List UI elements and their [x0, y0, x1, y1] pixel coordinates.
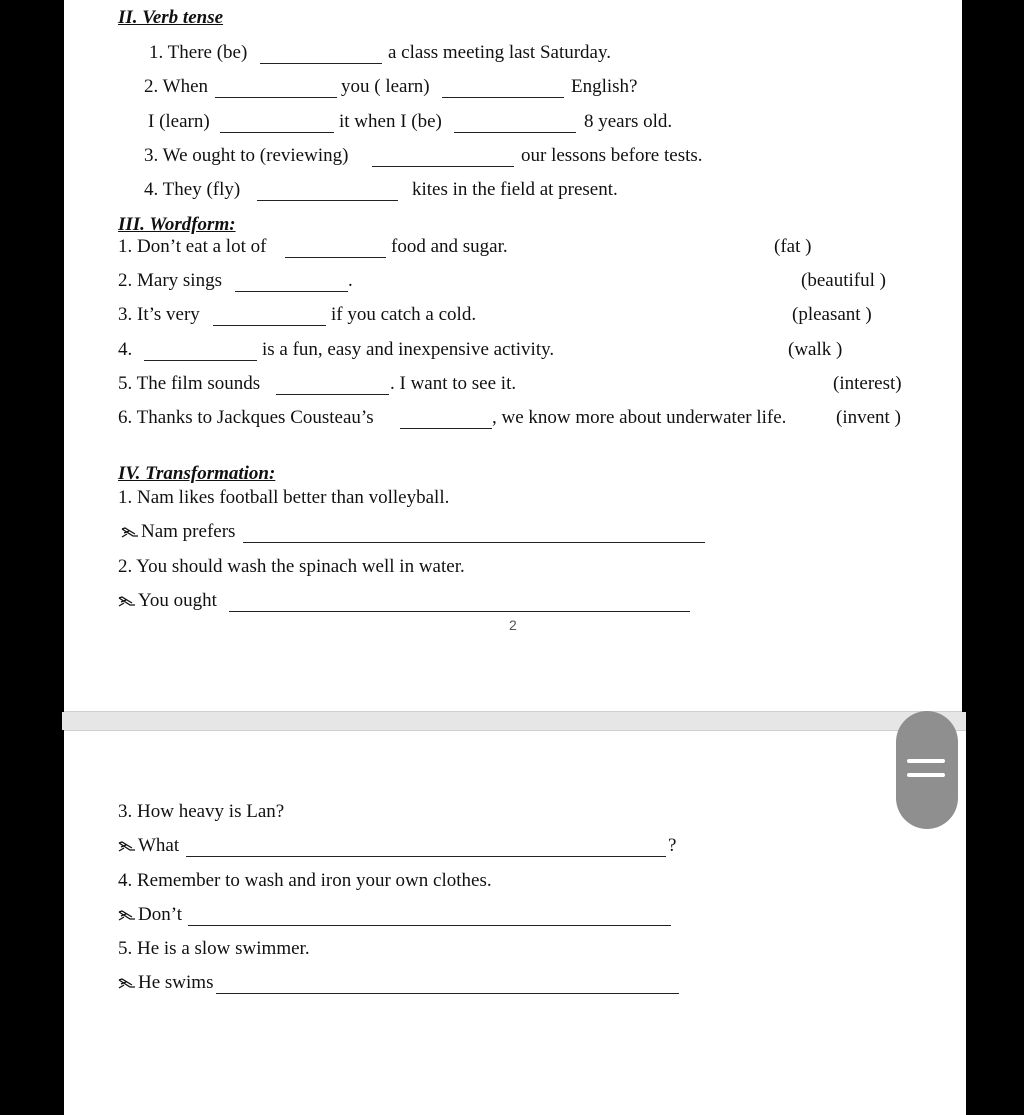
wordform-q6-blank[interactable] [400, 428, 492, 429]
writing-hand-icon [118, 841, 136, 853]
wordform-q6-text: 6. Thanks to Jackques Cousteau’s [118, 407, 374, 428]
transform-a3-line [118, 835, 179, 857]
writing-hand-icon [118, 910, 136, 922]
transform-a4-blank[interactable] [188, 925, 671, 926]
wordform-q4-hint: (walk ) [788, 339, 843, 360]
scroll-handle-grip-bottom [907, 773, 945, 777]
wordform-q2-blank[interactable] [235, 291, 348, 292]
wordform-q3-rest: if you catch a cold. [331, 304, 477, 325]
wordform-q4-rest: is a fun, easy and inexpensive activity. [262, 339, 555, 360]
transform-q1-text: 1. Nam likes football better than volleyball. [118, 487, 450, 508]
verb-q2b-blank-1[interactable] [220, 132, 334, 133]
transform-a4-prompt: Don’t [138, 904, 182, 925]
wordform-q6-rest: , we know more about underwater life. [492, 407, 787, 428]
page-2 [64, 730, 966, 1115]
wordform-q1-hint: (fat ) [774, 236, 812, 257]
transform-a4-line [118, 904, 182, 926]
transform-a2-line [118, 590, 217, 612]
verb-q2-mid: you ( learn) [341, 76, 430, 97]
wordform-q5-blank[interactable] [276, 394, 389, 395]
verb-q2-blank-1[interactable] [215, 97, 337, 98]
page-gap [62, 712, 966, 730]
page-number: 2 [509, 617, 517, 633]
wordform-q3-blank[interactable] [213, 325, 326, 326]
wordform-q1-text: 1. Don’t eat a lot of [118, 236, 267, 257]
transform-a5-blank[interactable] [216, 993, 679, 994]
verb-q2-end: English? [571, 76, 638, 97]
transform-a3-end: ? [668, 835, 677, 856]
transform-a1-line [121, 521, 235, 543]
transform-q2-text: 2. You should wash the spinach well in water. [118, 556, 465, 577]
wordform-q6-hint: (invent ) [836, 407, 901, 428]
wordform-q1-rest: food and sugar. [391, 236, 508, 257]
section-heading-transformation: IV. Transformation: [118, 463, 276, 484]
transform-a3-prompt: What [138, 835, 180, 856]
transform-a1-prompt: Nam prefers [141, 521, 236, 542]
transform-a2-blank[interactable] [229, 611, 690, 612]
wordform-q5-rest: . I want to see it. [390, 373, 517, 394]
writing-hand-icon [118, 978, 136, 990]
wordform-q5-hint: (interest) [833, 373, 902, 394]
verb-q1-blank[interactable] [260, 63, 382, 64]
transform-a1-blank[interactable] [243, 542, 705, 543]
verb-q2b-mid: it when I (be) [339, 111, 442, 132]
verb-q3-text: 3. We ought to (reviewing) [144, 145, 349, 166]
wordform-q5-text: 5. The film sounds [118, 373, 261, 394]
verb-q2-blank-2[interactable] [442, 97, 564, 98]
scroll-handle-grip-top [907, 759, 945, 763]
section-heading-wordform: III. Wordform: [118, 214, 236, 235]
wordform-q3-hint: (pleasant ) [792, 304, 872, 325]
verb-q4-rest: kites in the field at present. [412, 179, 618, 200]
transform-q3-text: 3. How heavy is Lan? [118, 801, 285, 822]
transform-a3-blank[interactable] [186, 856, 666, 857]
wordform-q4-text: 4. [118, 339, 133, 360]
page-1 [64, 0, 962, 712]
verb-q2-text: 2. When [144, 76, 209, 97]
verb-q4-text: 4. They (fly) [144, 179, 241, 200]
wordform-q3-text: 3. It’s very [118, 304, 200, 325]
transform-q4-text: 4. Remember to wash and iron your own clothes. [118, 870, 492, 891]
transform-a5-prompt: He swims [138, 972, 214, 993]
wordform-q4-blank[interactable] [144, 360, 257, 361]
wordform-q2-rest: . [348, 270, 353, 291]
writing-hand-icon [121, 527, 139, 539]
writing-hand-icon [118, 596, 136, 608]
verb-q2b-end: 8 years old. [584, 111, 673, 132]
verb-q1-text: 1. There (be) [149, 42, 248, 63]
wordform-q2-text: 2. Mary sings [118, 270, 222, 291]
wordform-q1-blank[interactable] [285, 257, 386, 258]
wordform-q2-hint: (beautiful ) [801, 270, 886, 291]
verb-q1-rest: a class meeting last Saturday. [388, 42, 612, 63]
scroll-handle[interactable] [896, 711, 958, 829]
verb-q2b-text: I (learn) [148, 111, 210, 132]
verb-q3-blank[interactable] [372, 166, 514, 167]
transform-q5-text: 5. He is a slow swimmer. [118, 938, 310, 959]
transform-a5-line [118, 972, 213, 994]
section-heading-verb-tense: II. Verb tense [118, 7, 224, 28]
transform-a2-prompt: You ought [138, 590, 217, 611]
verb-q2b-blank-2[interactable] [454, 132, 576, 133]
verb-q4-blank[interactable] [257, 200, 398, 201]
verb-q3-rest: our lessons before tests. [521, 145, 703, 166]
